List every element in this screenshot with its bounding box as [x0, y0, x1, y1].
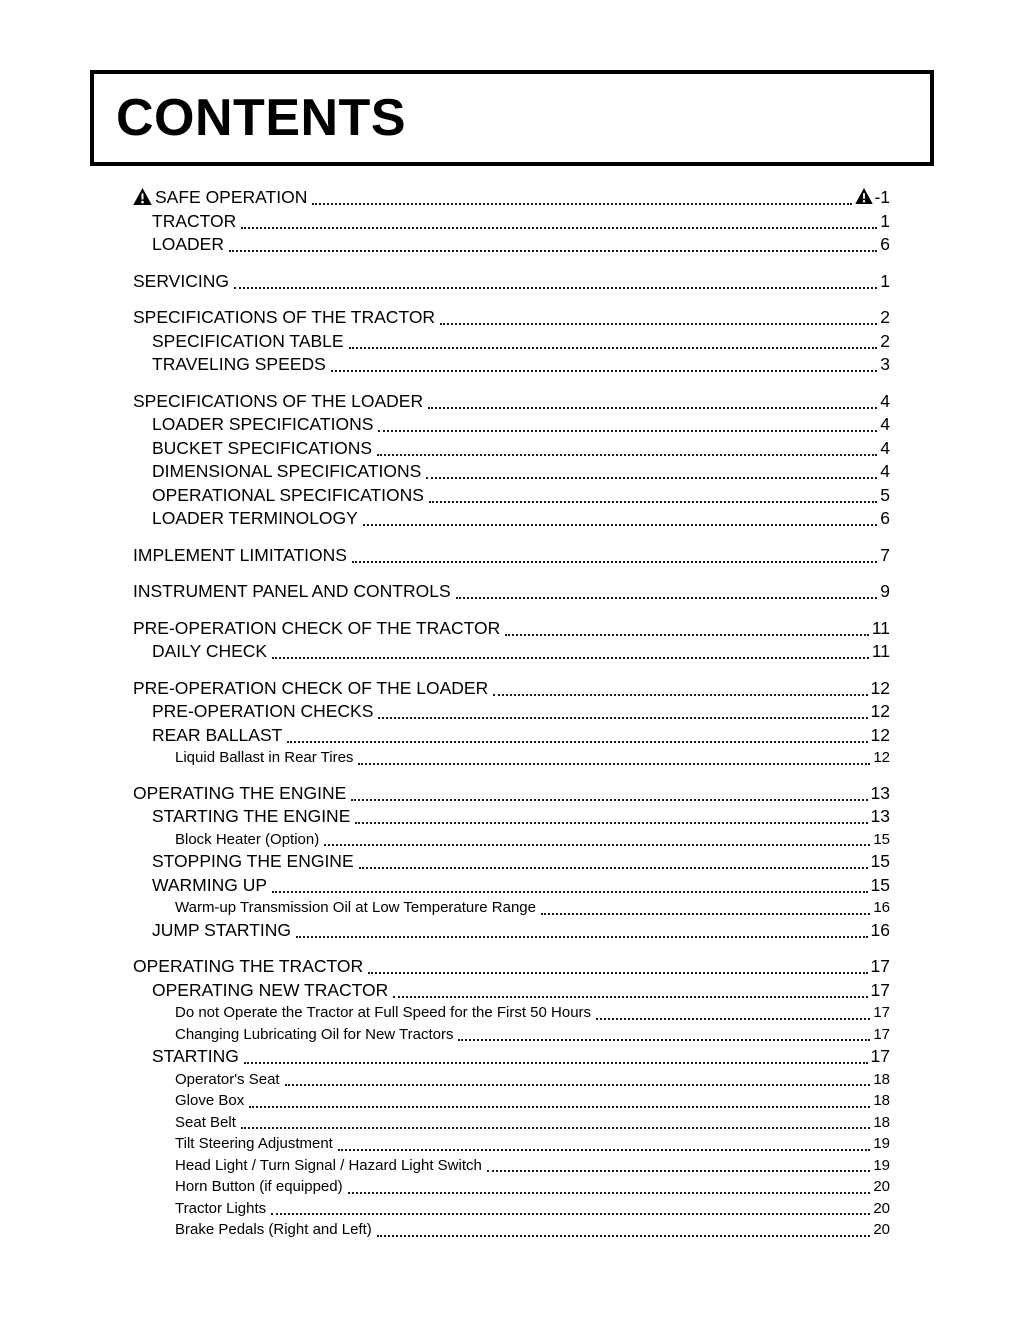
- toc-entry-label-text: Brake Pedals (Right and Left): [175, 1221, 372, 1238]
- toc-entry-label-text: TRACTOR: [152, 210, 237, 231]
- toc-entry: [133, 1198, 890, 1220]
- toc-entry-page-text: 18: [873, 1092, 890, 1109]
- dot-leader: [312, 203, 852, 205]
- toc-entry-label-text: REAR BALLAST: [152, 724, 283, 745]
- toc-entry: [133, 580, 890, 604]
- toc-entry-page: [871, 919, 890, 943]
- toc-entry-label-text: SAFE OPERATION: [155, 187, 308, 207]
- dot-leader: [426, 477, 877, 479]
- toc-entry-page: [871, 700, 890, 724]
- dot-leader: [377, 1235, 871, 1237]
- toc-entry-label-text: BUCKET SPECIFICATIONS: [152, 437, 373, 458]
- dot-leader: [428, 407, 877, 409]
- toc-entry-page: [880, 210, 890, 234]
- warning-triangle-icon: [133, 188, 152, 205]
- dot-leader: [363, 524, 877, 526]
- toc-entry-page-text: 6: [880, 234, 890, 254]
- toc-entry: [133, 1002, 890, 1024]
- toc-entry-page-text: 16: [870, 919, 890, 940]
- toc-entry-page-text: 19: [873, 1156, 890, 1174]
- toc-entry-page-text: 3: [880, 354, 890, 374]
- toc-entry: [133, 1112, 890, 1134]
- toc-entry-page: [880, 437, 890, 461]
- toc-entry-label-text: Seat Belt: [175, 1113, 236, 1131]
- toc-entry: [133, 640, 890, 664]
- toc-entry-label-text: LOADER TERMINOLOGY: [152, 508, 358, 528]
- toc-entry-page-text: 15: [873, 830, 890, 848]
- toc-entry-page-text: 20: [873, 1178, 890, 1195]
- toc-entry: [133, 747, 890, 769]
- toc-entry-label: [152, 437, 372, 461]
- dot-leader: [287, 741, 867, 743]
- toc-entry-page: [873, 829, 890, 851]
- toc-entry-page-text: 17: [873, 1004, 890, 1021]
- toc-entry: [133, 1069, 890, 1091]
- toc-entry-page: [871, 955, 890, 979]
- toc-entry-label: [152, 484, 424, 508]
- dot-leader: [244, 1062, 868, 1064]
- toc-entry: [133, 233, 890, 257]
- toc-entry-page-text: 7: [880, 544, 890, 565]
- toc-entry: [133, 805, 890, 829]
- toc-entry-label-text: IMPLEMENT LIMITATIONS: [133, 544, 347, 565]
- toc-entry-page-text: 2: [880, 307, 890, 327]
- toc-entry-page-text: 16: [873, 899, 890, 916]
- toc-entry: [133, 1176, 890, 1198]
- dot-leader: [378, 430, 877, 432]
- dot-leader: [296, 936, 867, 938]
- toc-entry-label-text: SPECIFICATION TABLE: [152, 330, 344, 351]
- toc-entry-page-text: 1: [880, 210, 890, 231]
- toc-entry: [133, 1045, 890, 1069]
- toc-entry-label: [175, 1002, 591, 1024]
- toc-entry-label-text: DIMENSIONAL SPECIFICATIONS: [152, 461, 422, 481]
- toc-entry-label: [133, 306, 435, 330]
- toc-entry-label-text: PRE-OPERATION CHECK OF THE TRACTOR: [133, 617, 501, 638]
- toc-entry: [133, 1024, 890, 1046]
- toc-entry: [133, 484, 890, 508]
- toc-entry-label-text: PRE-OPERATION CHECKS: [152, 701, 374, 721]
- toc-entry-page: [873, 1024, 890, 1046]
- dot-leader: [493, 694, 867, 696]
- toc-entry: [133, 186, 890, 210]
- dot-leader: [456, 597, 878, 599]
- toc-entry-label-text: OPERATING THE ENGINE: [133, 782, 347, 803]
- toc-entry-label: [152, 700, 373, 724]
- toc-entry-label-text: Glove Box: [175, 1092, 245, 1109]
- toc-entry-page-text: 13: [870, 782, 890, 803]
- toc-entry-page-text: 12: [870, 724, 890, 745]
- toc-entry-label: [175, 1219, 372, 1241]
- dot-leader: [324, 844, 870, 846]
- toc-entry-page: [871, 782, 890, 806]
- toc-entry-page: [871, 677, 890, 701]
- dot-leader: [358, 763, 870, 765]
- toc-entry-label: [152, 979, 388, 1003]
- toc-entry-page-text: 13: [870, 806, 890, 826]
- toc-entry-page-text: 12: [873, 749, 890, 766]
- dot-leader: [229, 250, 877, 252]
- toc-entry-page: [871, 805, 890, 829]
- toc-entry-page-text: 6: [880, 508, 890, 528]
- toc-entry-page: [855, 186, 890, 210]
- dot-leader: [241, 1127, 870, 1129]
- toc-entry-label: [175, 747, 353, 769]
- toc-entry-label: [133, 580, 451, 604]
- dot-leader: [596, 1018, 870, 1020]
- toc-entry-label: [133, 390, 423, 414]
- dot-leader: [338, 1149, 870, 1151]
- toc-entry-page-text: 2: [880, 330, 890, 351]
- toc-entry-page: [873, 1198, 890, 1220]
- toc-entry-page-text: 12: [870, 701, 890, 721]
- toc-entry-label-text: OPERATING NEW TRACTOR: [152, 979, 389, 1000]
- toc-entry-page-text: 17: [870, 979, 890, 1000]
- toc-entry-page: [871, 1045, 890, 1069]
- toc-entry-page: [873, 897, 890, 919]
- toc-entry-label: [175, 1176, 343, 1198]
- toc-entry: [133, 390, 890, 414]
- toc-entry-label-text: Changing Lubricating Oil for New Tractors: [175, 1025, 454, 1043]
- toc-entry-label-text: Block Heater (Option): [175, 830, 320, 848]
- toc-entry: [133, 330, 890, 354]
- toc-entry-label-text: SERVICING: [133, 270, 229, 291]
- toc-entry: [133, 1219, 890, 1241]
- toc-entry-label: [152, 210, 236, 234]
- toc-entry-label-text: STARTING THE ENGINE: [152, 806, 351, 826]
- dot-leader: [272, 657, 869, 659]
- dot-leader: [249, 1106, 870, 1108]
- toc-entry: [133, 782, 890, 806]
- dot-leader: [440, 323, 877, 325]
- toc-entry-page: [880, 460, 890, 484]
- toc-entry: [133, 955, 890, 979]
- dot-leader: [348, 1192, 871, 1194]
- toc-entry-label: [152, 724, 282, 748]
- toc-entry-page-text: 17: [873, 1025, 890, 1043]
- toc-entry-label: [133, 270, 229, 294]
- toc-entry-label: [152, 874, 267, 898]
- dot-leader: [272, 891, 867, 893]
- toc-entry-label: [133, 955, 363, 979]
- toc-entry-page-text: 9: [880, 581, 890, 601]
- toc-entry-label-text: Warm-up Transmission Oil at Low Temperature Range: [175, 899, 536, 916]
- toc-entry-label-text: Tilt Steering Adjustment: [175, 1135, 333, 1152]
- toc-entry: [133, 617, 890, 641]
- toc-entry: [133, 677, 890, 701]
- toc-entry-page-text: 17: [870, 1046, 890, 1066]
- toc-entry-label: [152, 413, 373, 437]
- dot-leader: [541, 913, 870, 915]
- dot-leader: [285, 1084, 871, 1086]
- toc-entry-page-text: 4: [880, 390, 890, 411]
- toc-entry: [133, 1133, 890, 1155]
- toc-entry-label-text: OPERATIONAL SPECIFICATIONS: [152, 484, 424, 505]
- dot-leader: [351, 799, 867, 801]
- toc-entry-label: [175, 1112, 236, 1134]
- toc-entry: [133, 897, 890, 919]
- dot-leader: [377, 454, 877, 456]
- toc-entry-page: [873, 1112, 890, 1134]
- warning-triangle-icon: [855, 188, 873, 204]
- toc-entry-label-text: WARMING UP: [152, 874, 268, 895]
- toc-entry-label-text: Tractor Lights: [175, 1199, 267, 1217]
- toc-entry: [133, 353, 890, 377]
- toc-entry: [133, 700, 890, 724]
- toc-entry-label-text: Liquid Ballast in Rear Tires: [175, 749, 354, 766]
- toc-entry-label-text: LOADER: [152, 234, 224, 254]
- toc-entry-page-text: 11: [871, 617, 890, 638]
- toc-entry-page-text: 17: [870, 956, 890, 976]
- toc-entry-page: [880, 270, 890, 294]
- toc-entry-page-text: -1: [874, 187, 890, 207]
- toc-entry-page: [880, 580, 890, 604]
- dot-leader: [352, 561, 877, 563]
- toc-entry: [133, 979, 890, 1003]
- toc-entry-label: [152, 919, 291, 943]
- toc-entry-label: [152, 233, 224, 257]
- toc-entry-page: [871, 724, 890, 748]
- dot-leader: [355, 822, 867, 824]
- toc-entry-label: [152, 1045, 239, 1069]
- toc-entry: [133, 1155, 890, 1177]
- toc-entry-label: [175, 1024, 453, 1046]
- toc-entry-label-text: SPECIFICATIONS OF THE LOADER: [133, 390, 424, 411]
- toc-entry-page: [873, 1219, 890, 1241]
- toc-entry-label: [133, 617, 500, 641]
- dot-leader: [505, 634, 869, 636]
- toc-entry-page: [880, 390, 890, 414]
- toc-entry-page: [873, 1090, 890, 1112]
- toc-entry-label-text: STOPPING THE ENGINE: [152, 851, 354, 871]
- toc-entry-label: [175, 1133, 333, 1155]
- toc-entry-label: [152, 805, 350, 829]
- toc-entry-label: [133, 677, 488, 701]
- toc-entry-page-text: 11: [871, 641, 890, 661]
- dot-leader: [378, 717, 867, 719]
- toc-entry-page: [880, 484, 890, 508]
- toc-entry-page: [873, 747, 890, 769]
- toc-entry-page-text: 4: [880, 437, 890, 458]
- toc-entry-label-text: PRE-OPERATION CHECK OF THE LOADER: [133, 677, 489, 698]
- toc-entry-label: [152, 353, 326, 377]
- toc-entry-page: [873, 1155, 890, 1177]
- toc-entry: [133, 210, 890, 234]
- dot-leader: [458, 1039, 870, 1041]
- toc-entry-label: [133, 186, 307, 210]
- toc-entry-page-text: 20: [873, 1199, 890, 1217]
- toc-entry-label-text: LOADER SPECIFICATIONS: [152, 414, 374, 434]
- toc-entry-page-text: 12: [870, 677, 890, 698]
- toc-list: [133, 186, 890, 1241]
- dot-leader: [368, 972, 867, 974]
- toc-entry-label-text: Horn Button (if equipped): [175, 1178, 343, 1195]
- toc-entry-label-text: TRAVELING SPEEDS: [152, 354, 326, 374]
- toc-entry-page-text: 15: [870, 874, 890, 895]
- toc-entry-page: [880, 233, 890, 257]
- toc-entry-page: [871, 979, 890, 1003]
- toc-entry-label: [175, 1155, 482, 1177]
- toc-entry-page-text: 4: [880, 414, 890, 434]
- toc-entry-label: [175, 829, 319, 851]
- contents-title-box: [90, 70, 934, 166]
- toc-entry-page-text: 18: [873, 1113, 890, 1131]
- toc-entry-label-text: Head Light / Turn Signal / Hazard Light Switch: [175, 1156, 482, 1174]
- toc-entry-page: [873, 1069, 890, 1091]
- toc-entry-page: [871, 874, 890, 898]
- toc-entry: [133, 829, 890, 851]
- toc-entry-label-text: Do not Operate the Tractor at Full Speed for the First 50 Hours: [175, 1004, 592, 1021]
- toc-entry-page-text: 15: [870, 851, 890, 871]
- dot-leader: [487, 1170, 870, 1172]
- toc-entry-label: [175, 1198, 266, 1220]
- toc-entry-page-text: 20: [873, 1221, 890, 1238]
- toc-entry-label-text: OPERATING THE TRACTOR: [133, 956, 364, 976]
- toc-entry-label: [133, 782, 346, 806]
- toc-entry-page: [872, 617, 890, 641]
- toc-entry-page-text: 19: [873, 1135, 890, 1152]
- toc-entry-page-text: 5: [880, 484, 890, 505]
- toc-entry: [133, 507, 890, 531]
- dot-leader: [331, 370, 878, 372]
- dot-leader: [241, 227, 877, 229]
- toc-entry-page: [880, 353, 890, 377]
- toc-entry-label-text: JUMP STARTING: [152, 919, 292, 940]
- toc-entry-label-text: INSTRUMENT PANEL AND CONTROLS: [133, 581, 451, 601]
- toc-entry: [133, 850, 890, 874]
- toc-entry: [133, 919, 890, 943]
- toc-entry: [133, 460, 890, 484]
- toc-entry-label: [133, 544, 347, 568]
- page-title: CONTENTS: [116, 89, 406, 147]
- toc-entry-label: [175, 1069, 280, 1091]
- toc-entry: [133, 413, 890, 437]
- toc-entry-label: [175, 897, 536, 919]
- toc-entry-page: [873, 1176, 890, 1198]
- toc-entry-page: [880, 507, 890, 531]
- dot-leader: [349, 347, 878, 349]
- toc-entry: [133, 544, 890, 568]
- toc-entry-page: [880, 413, 890, 437]
- dot-leader: [393, 996, 867, 998]
- toc-entry-page: [871, 850, 890, 874]
- toc-entry-label: [152, 460, 421, 484]
- dot-leader: [429, 501, 877, 503]
- toc-entry: [133, 306, 890, 330]
- toc-entry: [133, 724, 890, 748]
- toc-entry-label-text: Operator's Seat: [175, 1070, 280, 1088]
- toc-entry-label-text: DAILY CHECK: [152, 641, 268, 661]
- toc-entry-label: [152, 640, 267, 664]
- toc-entry: [133, 1090, 890, 1112]
- toc-entry-page: [873, 1002, 890, 1024]
- toc-entry-page: [880, 544, 890, 568]
- toc-entry-page: [873, 1133, 890, 1155]
- toc-entry-page: [880, 330, 890, 354]
- toc-entry-label: [152, 330, 344, 354]
- toc-entry-page: [872, 640, 890, 664]
- toc-entry-label: [152, 507, 358, 531]
- toc-entry-page-text: 4: [880, 461, 890, 481]
- toc-entry-page-text: 1: [880, 270, 890, 291]
- toc-entry-label: [152, 850, 354, 874]
- dot-leader: [234, 287, 877, 289]
- toc-entry-page-text: 18: [873, 1070, 890, 1088]
- toc-entry: [133, 437, 890, 461]
- toc-entry: [133, 270, 890, 294]
- toc-entry-label-text: STARTING: [152, 1046, 239, 1066]
- toc-entry-label-text: SPECIFICATIONS OF THE TRACTOR: [133, 307, 436, 327]
- dot-leader: [271, 1213, 870, 1215]
- toc-entry-page: [880, 306, 890, 330]
- dot-leader: [359, 867, 868, 869]
- toc-entry: [133, 874, 890, 898]
- toc-entry-label: [175, 1090, 244, 1112]
